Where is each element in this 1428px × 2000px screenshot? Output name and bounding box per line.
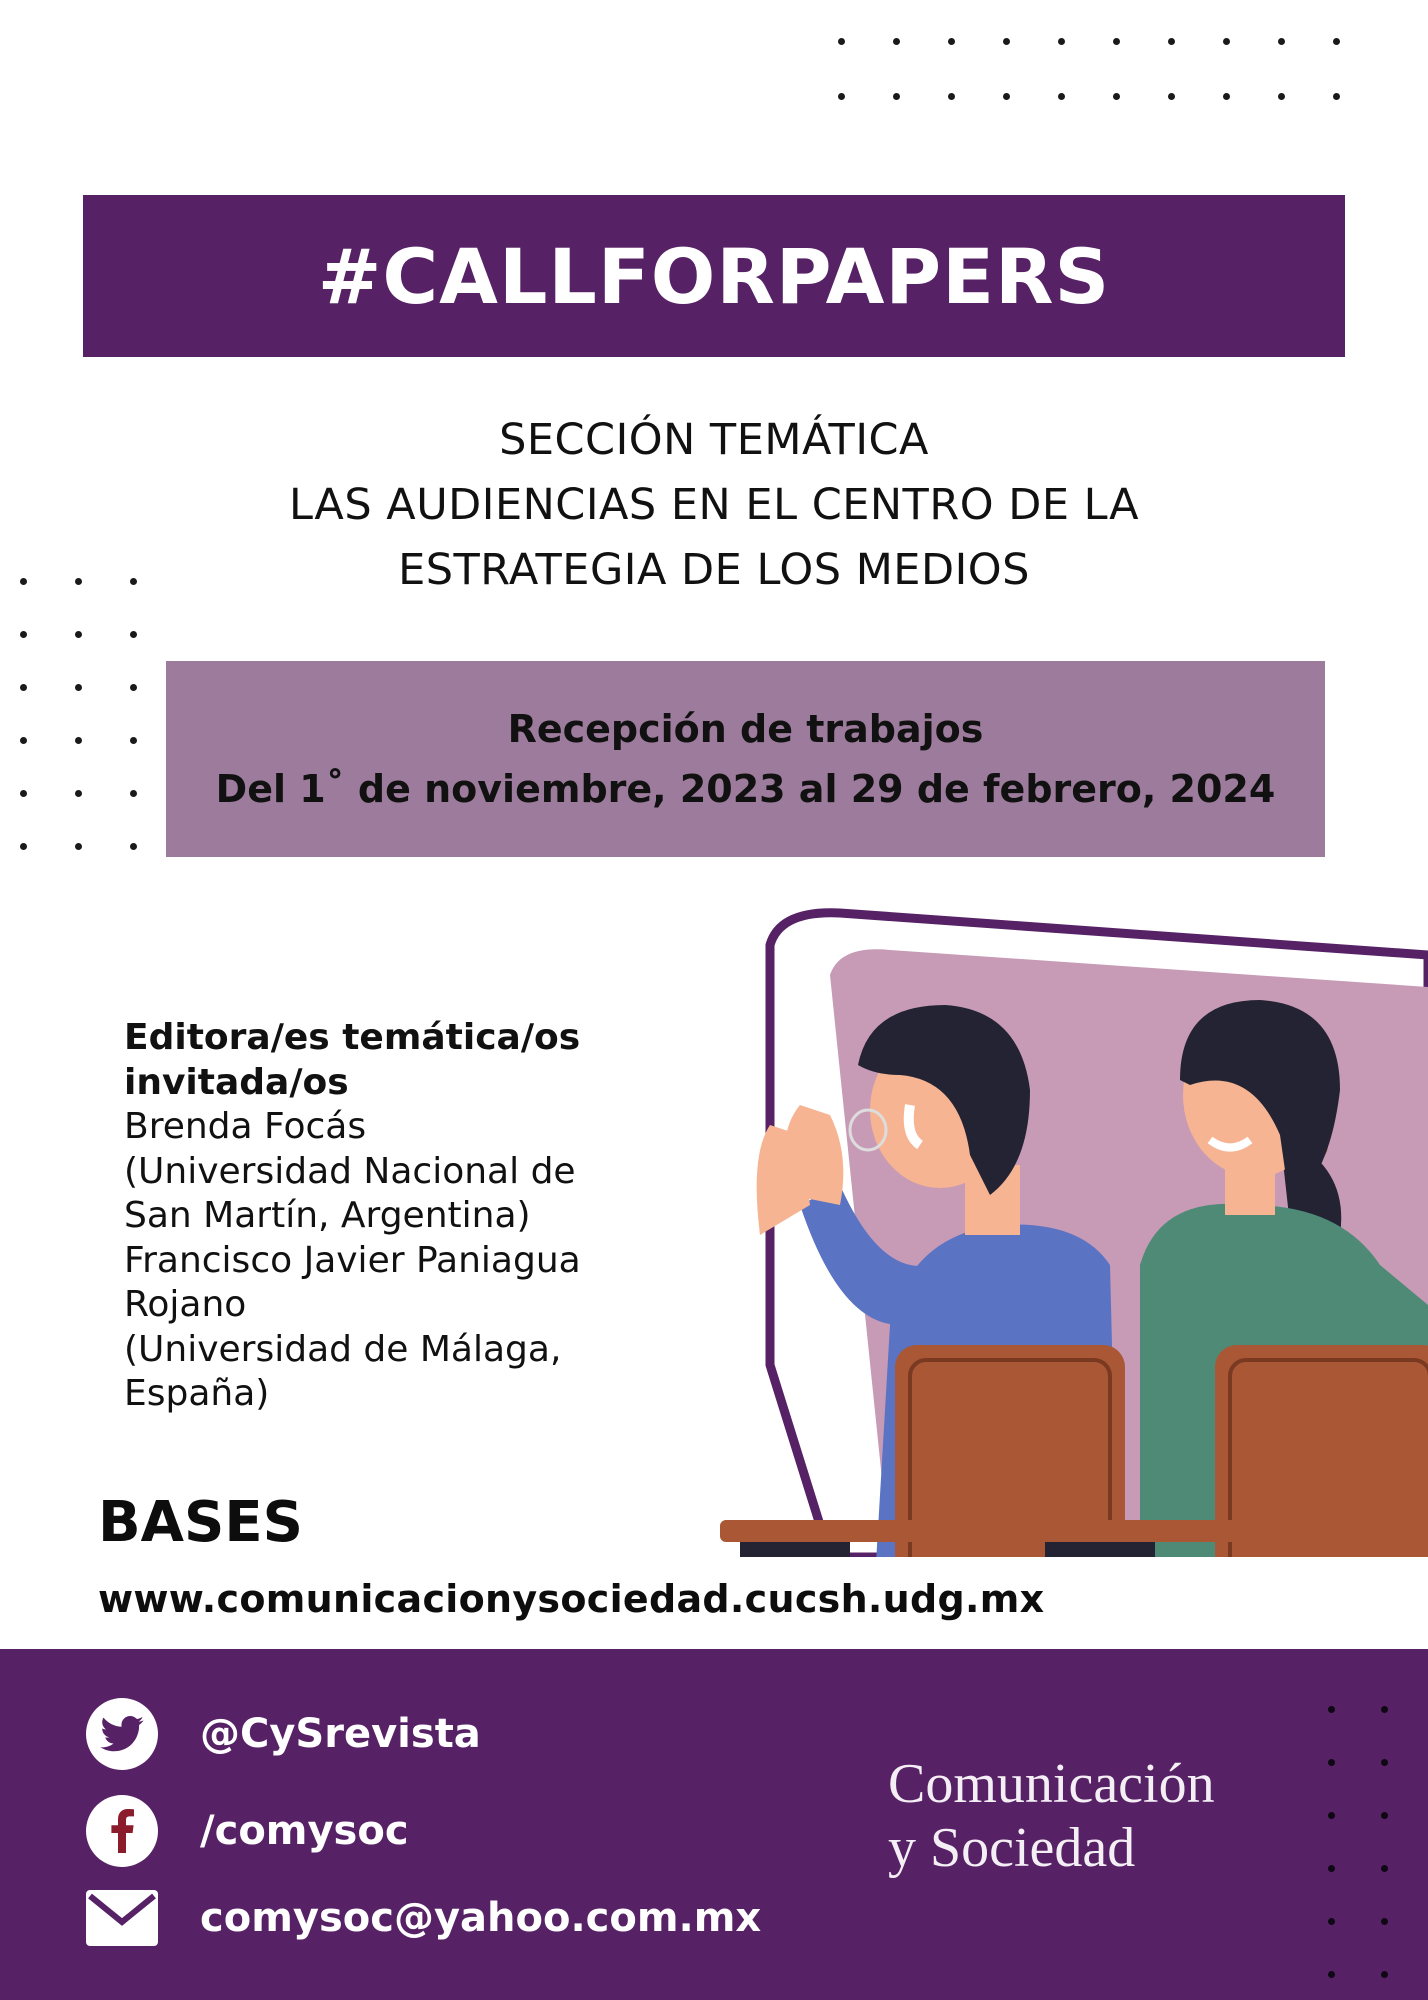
editor-line: (Universidad de Málaga, xyxy=(124,1328,562,1370)
editor-line: Brenda Focás xyxy=(124,1106,367,1147)
twitter-handle[interactable]: @CySrevista xyxy=(200,1711,481,1757)
dot-grid-left xyxy=(20,578,137,850)
bases-title: BASES xyxy=(98,1490,303,1555)
section-topic-line1: LAS AUDIENCIAS EN EL CENTRO DE LA xyxy=(288,480,1140,530)
editor-line: Rojano xyxy=(124,1284,247,1325)
twitter-icon[interactable] xyxy=(86,1698,158,1770)
editors-heading-line1: Editora/es temática/os xyxy=(124,1017,581,1058)
journal-name-line1: Comunicación xyxy=(888,1753,1215,1815)
dot-grid-footer xyxy=(1328,1706,1428,1978)
journal-logo-text xyxy=(888,1752,1215,1880)
hashtag-title: #CALLFORPAPERS xyxy=(317,231,1111,321)
twitter-row[interactable] xyxy=(86,1698,481,1770)
guest-editors xyxy=(124,1016,684,1417)
editor-line: San Martín, Argentina) xyxy=(124,1195,531,1236)
editor-line: (Universidad Nacional de xyxy=(124,1150,576,1192)
section-topic-line2: ESTRATEGIA DE LOS MEDIOS xyxy=(398,545,1030,595)
mail-icon[interactable] xyxy=(86,1890,158,1946)
facebook-row[interactable] xyxy=(86,1795,409,1867)
reception-title: Recepción de trabajos xyxy=(507,707,984,751)
facebook-handle[interactable]: /comysoc xyxy=(200,1808,409,1854)
audience-illustration xyxy=(690,905,1428,1557)
journal-name-line2: y Sociedad xyxy=(888,1817,1136,1879)
bases-url-link[interactable]: www.comunicacionysociedad.cucsh.udg.mx xyxy=(98,1577,1045,1621)
editor-line: Francisco Javier Paniagua xyxy=(124,1239,581,1281)
editors-heading-line2: invitada/os xyxy=(124,1061,349,1103)
editor-line: España) xyxy=(124,1373,270,1414)
section-label: SECCIÓN TEMÁTICA xyxy=(499,415,929,465)
dot-grid-top-right xyxy=(838,38,1340,100)
reception-dates: Del 1˚ de noviembre, 2023 al 29 de febrero, 2024 xyxy=(215,767,1276,811)
facebook-icon[interactable] xyxy=(86,1795,158,1867)
email-address[interactable]: comysoc@yahoo.com.mx xyxy=(200,1895,762,1941)
email-row[interactable] xyxy=(86,1890,761,1946)
reception-box xyxy=(166,661,1325,857)
hashtag-banner xyxy=(83,195,1345,357)
